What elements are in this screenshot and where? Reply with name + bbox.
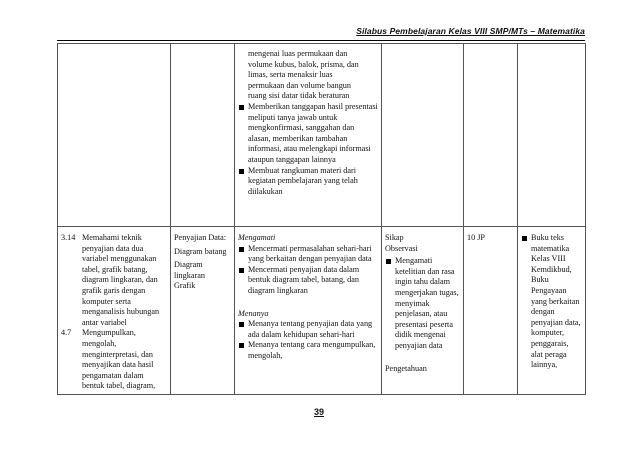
table-row xyxy=(58,44,586,227)
list-item-text: Mencermati penyajian data dalam bentuk diagram tabel, batang, dan diagram lingkaran xyxy=(248,264,360,295)
bullet-list xyxy=(238,102,378,197)
list-item-text: Buku teks matematika Kelas VIII Kemdikbud, Buku Pengayaan yang berkaitan dengan penyajian data, komputer, penggarais, alat peraga lainnya, xyxy=(531,233,581,370)
cell-pembelajaran xyxy=(235,44,382,227)
table-row xyxy=(58,227,586,395)
bullet-icon xyxy=(239,268,244,273)
text-line: ruang sisi datar tidak beraturan xyxy=(248,91,350,101)
cell-sumber xyxy=(518,44,586,227)
list-item xyxy=(238,340,378,361)
bullet-list xyxy=(238,244,378,297)
bullet-icon xyxy=(239,322,244,327)
cell-sumber xyxy=(518,227,586,395)
bullet-icon xyxy=(239,169,244,174)
penilaian-pengetahuan: Pengetahuan xyxy=(385,363,427,373)
bullet-list xyxy=(238,319,378,361)
cell-materi xyxy=(171,44,235,227)
cell-penilaian xyxy=(382,227,464,395)
cell-pembelajaran xyxy=(235,227,382,395)
bullet-icon xyxy=(239,343,244,348)
bullet-list xyxy=(385,256,460,351)
cell-kd xyxy=(58,227,171,395)
materi-line: Grafik xyxy=(174,281,196,291)
materi-line: Diagram batang xyxy=(174,246,227,256)
list-item xyxy=(238,102,378,166)
list-item-text: Menanya tentang penyajian data yang ada dalam kehidupan sehari-hari xyxy=(248,319,373,339)
materi-line: Diagram lingkaran xyxy=(174,260,205,280)
bullet-icon xyxy=(239,105,244,110)
list-item xyxy=(238,244,378,265)
alokasi-waktu: 10 JP xyxy=(467,233,485,242)
page-number: 39 xyxy=(313,407,324,417)
text-line: limas, serta menaksir luas xyxy=(248,70,333,80)
cell-penilaian xyxy=(382,44,464,227)
cell-alokasi xyxy=(464,227,518,395)
cell-alokasi xyxy=(464,44,518,227)
list-item-text: Mengamati ketelitian dan rasa ingin tahu dalam mengerjakan tugas, menyimak penjelasan, atau presentasi peserta didik mengenai penyajian data xyxy=(395,256,459,350)
bullet-list xyxy=(521,233,582,371)
list-item-text: Mencermati permasalahan sehari-hari yang berkaitan dengan penyajian data xyxy=(248,243,372,264)
cell-materi xyxy=(171,227,235,395)
header-title: Silabus Pembelajaran Kelas VIII SMP/MTs – Matematika xyxy=(356,26,585,36)
kd-text: Mengumpulkan, mengolah, menginterpretasi, dan menyajikan data hasil pengamatan dalam bentuk tabel, diagram, xyxy=(82,328,156,391)
syllabus-table xyxy=(57,43,586,395)
penilaian-sikap: Sikap xyxy=(385,233,404,242)
text-line: mengenai luas permukaan dan xyxy=(248,49,348,58)
list-item-text: Memberikan tanggapan hasil presentasi meliputi tanya jawab untuk mengkonfirmasi, sanggahan dan alasan, memberikan tambahan informasi, atau melengkapi informasi ataupun tanggapan lainnya xyxy=(248,101,378,164)
list-item xyxy=(238,166,378,198)
heading-menanya: Menanya xyxy=(238,308,269,318)
list-item xyxy=(238,319,378,340)
cell-kd xyxy=(58,44,171,227)
bullet-icon xyxy=(239,247,244,252)
materi-line: Penyajian Data: xyxy=(174,233,227,242)
list-item-text: Menanya tentang cara mengumpulkan, mengolah, xyxy=(248,340,376,360)
list-item xyxy=(385,256,460,351)
penilaian-observasi: Observasi xyxy=(385,243,418,253)
page-header xyxy=(57,26,585,41)
text-line: permukaan dan volume bangun xyxy=(248,80,351,90)
heading-mengamati: Mengamati xyxy=(238,233,276,242)
kd-number: 3.14 xyxy=(61,233,76,242)
kd-number: 4.7 xyxy=(61,328,72,338)
list-item-text: Membuat rangkuman materi dari kegiatan pembelajaran yang telah diilakukan xyxy=(248,165,358,196)
text-line: volume kubus, balok, prisma, dan xyxy=(248,59,359,69)
bullet-icon xyxy=(522,236,527,241)
kd-item xyxy=(61,233,167,328)
list-item xyxy=(238,265,378,297)
kd-text: Memahami teknik penyajian data dua variabel menggunakan tabel, grafik batang, diagram lingkaran, dan grafik garis dengan komputer serta menganalisis hubungan antar variabel xyxy=(82,233,160,327)
kd-item xyxy=(61,328,167,392)
list-item xyxy=(521,233,582,371)
bullet-icon xyxy=(386,259,391,264)
